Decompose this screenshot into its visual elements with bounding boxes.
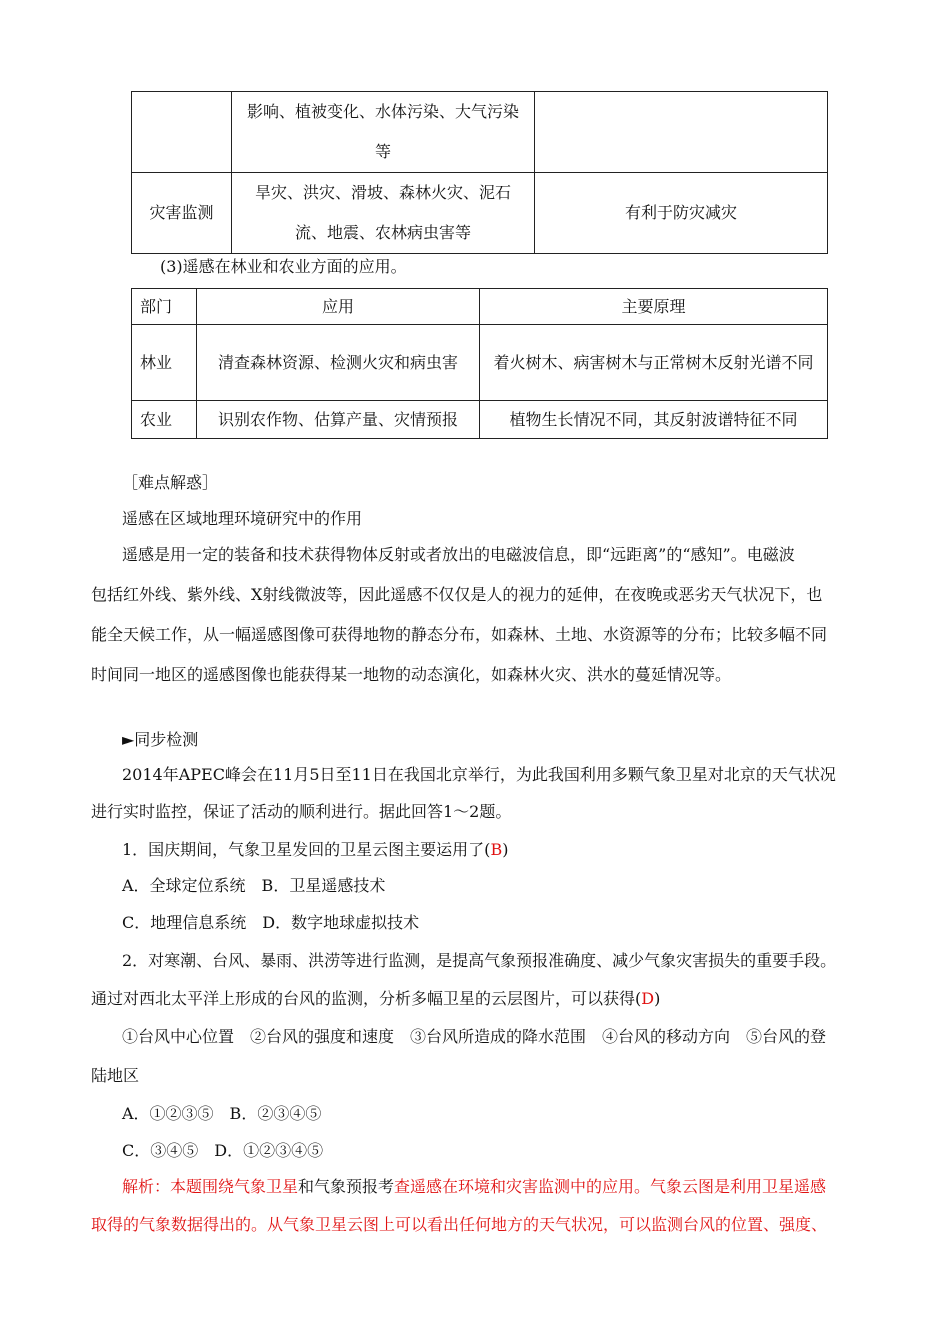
table-row bbox=[132, 173, 828, 254]
table-cell: 林业 bbox=[132, 325, 197, 401]
sync-heading: ►同步检测 bbox=[122, 730, 199, 749]
table-cell bbox=[132, 92, 232, 173]
table-row bbox=[132, 325, 828, 401]
column-header: 应用 bbox=[197, 289, 480, 325]
table-cell: 着火树木、病害树木与正常树木反射光谱不同 bbox=[480, 325, 828, 401]
analysis-text: 解析：本题围绕气象卫星 bbox=[122, 1177, 299, 1196]
sync-intro-line: 2014年APEC峰会在11月5日至11日在我国北京举行，为此我国利用多颗气象卫星对北京的天气状况 bbox=[122, 765, 836, 784]
analysis-line: 取得的气象数据得出的。从气象卫星云图上可以看出任何地方的天气状况，可以监测台风的位置、强度、 bbox=[91, 1215, 828, 1234]
difficulty-paragraph-line: 包括红外线、紫外线、X射线微波等，因此遥感不仅仅是人的视力的延伸，在夜晚或恶劣天气状况下，也 bbox=[91, 585, 823, 604]
table-cell: 灾害监测 bbox=[132, 173, 232, 254]
question-2-items-line: ①台风中心位置 ②台风的强度和速度 ③台风所造成的降水范围 ④台风的移动方向 ⑤台风的登 bbox=[122, 1027, 827, 1046]
table-forestry-agriculture bbox=[131, 288, 828, 439]
difficulty-heading: ［难点解惑］ bbox=[122, 473, 219, 492]
difficulty-paragraph-line: 能全天候工作，从一幅遥感图像可获得地物的静态分布，如森林、土地、水资源等的分布；比较多幅不同 bbox=[91, 625, 828, 644]
table-header-row bbox=[132, 289, 828, 325]
sync-intro-line: 进行实时监控，保证了活动的顺利进行。据此回答1～2题。 bbox=[91, 802, 512, 821]
question-2-stem-line: 2．对寒潮、台风、暴雨、洪涝等进行监测，是提高气象预报准确度、减少气象灾害损失的重要手段。 bbox=[122, 951, 837, 970]
analysis-text: 查遥感在环境和灾害监测中的应用。气象云图是利用卫星遥感 bbox=[394, 1177, 827, 1196]
question-1 bbox=[122, 838, 508, 862]
question-stem: 通过对西北太平洋上形成的台风的监测，分析多幅卫星的云层图片，可以获得( bbox=[91, 989, 642, 1008]
question-1-options-cd: C．地理信息系统 D．数字地球虚拟技术 bbox=[122, 913, 420, 932]
table-row bbox=[132, 401, 828, 439]
column-header: 部门 bbox=[132, 289, 197, 325]
table-cell: 农业 bbox=[132, 401, 197, 439]
question-2-options-cd: C．③④⑤ D．①②③④⑤ bbox=[122, 1141, 324, 1160]
table-cell: 清查森林资源、检测火灾和病虫害 bbox=[197, 325, 480, 401]
analysis-line bbox=[122, 1175, 826, 1199]
table-row bbox=[132, 92, 828, 173]
table-cell: 植物生长情况不同，其反射波谱特征不同 bbox=[480, 401, 828, 439]
table-cell: 识别农作物、估算产量、灾情预报 bbox=[197, 401, 480, 439]
table-cell: 旱灾、洪灾、滑坡、森林火灾、泥石流、地震、农林病虫害等 bbox=[232, 173, 535, 254]
question-2-stem-line bbox=[91, 987, 660, 1011]
question-stem: 1．国庆期间，气象卫星发回的卫星云图主要运用了( bbox=[122, 840, 491, 859]
difficulty-paragraph-line: 遥感是用一定的装备和技术获得物体反射或者放出的电磁波信息，即“远距离”的“感知”。电磁波 bbox=[122, 545, 795, 564]
question-close: ) bbox=[502, 840, 509, 859]
question-1-options-ab: A．全球定位系统 B．卫星遥感技术 bbox=[122, 876, 386, 895]
analysis-text: 和气象预报考 bbox=[298, 1177, 395, 1196]
difficulty-paragraph-line: 时间同一地区的遥感图像也能获得某一地物的动态演化，如森林火灾、洪水的蔓延情况等。 bbox=[91, 665, 732, 684]
question-2-items-line: 陆地区 bbox=[91, 1066, 140, 1085]
table-cell bbox=[535, 92, 828, 173]
table-environment-monitoring bbox=[131, 91, 828, 254]
question-close: ) bbox=[654, 989, 661, 1008]
answer-mark: D bbox=[641, 989, 655, 1008]
section-title: (3)遥感在林业和农业方面的应用。 bbox=[160, 257, 407, 276]
question-2-options-ab: A．①②③⑤ B．②③④⑤ bbox=[122, 1104, 322, 1123]
column-header: 主要原理 bbox=[480, 289, 828, 325]
difficulty-subheading: 遥感在区域地理环境研究中的作用 bbox=[122, 509, 363, 528]
table-cell: 有利于防灾减灾 bbox=[535, 173, 828, 254]
table-cell: 影响、植被变化、水体污染、大气污染等 bbox=[232, 92, 535, 173]
answer-mark: B bbox=[490, 840, 503, 859]
